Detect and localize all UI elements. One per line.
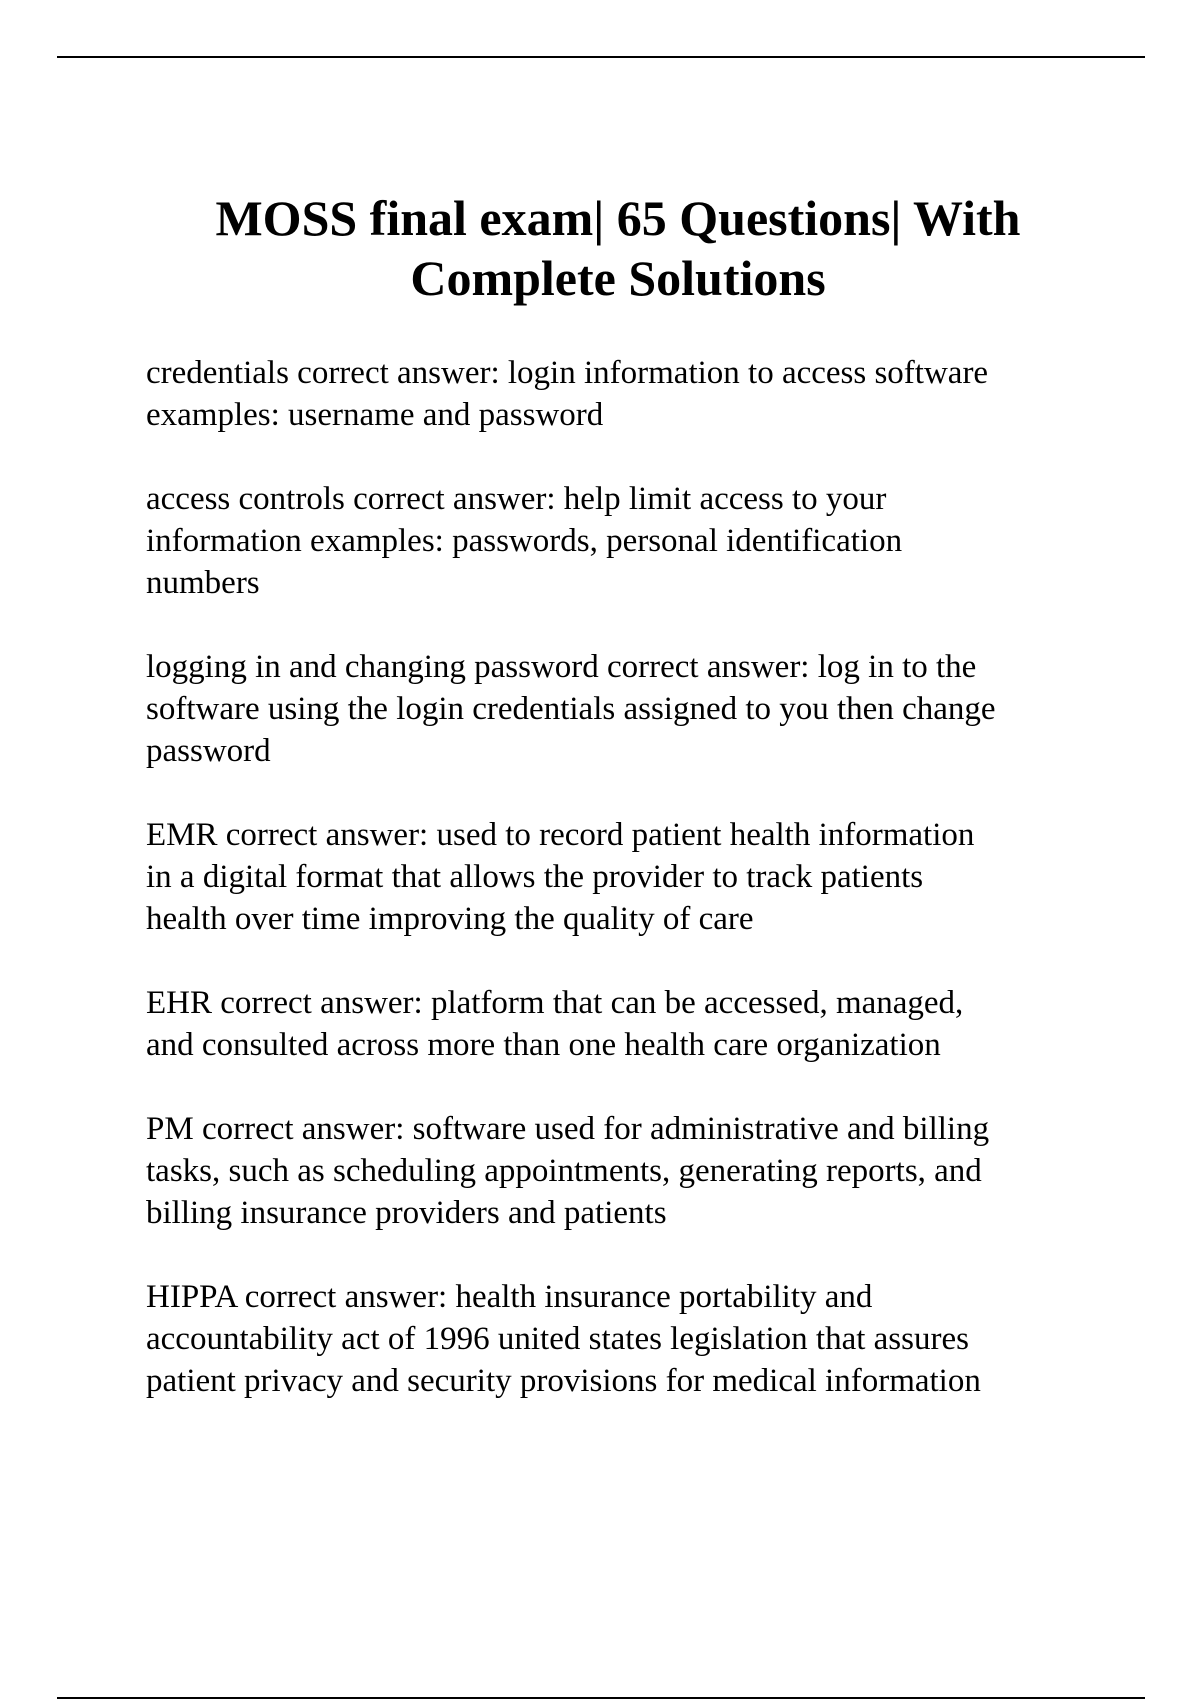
qa-line: logging in and changing password correct answer: log in to the: [146, 649, 977, 685]
qa-line: examples: username and password: [146, 397, 604, 433]
qa-item-hippa: [146, 1276, 1106, 1402]
qa-line: numbers: [146, 565, 260, 601]
qa-line: information examples: passwords, personal identification: [146, 523, 903, 559]
qa-line: HIPPA correct answer: health insurance portability and: [146, 1279, 873, 1315]
qa-line: health over time improving the quality of care: [146, 901, 754, 937]
bottom-divider: [57, 1697, 1145, 1699]
qa-line: EMR correct answer: used to record patient health information: [146, 817, 975, 853]
qa-line: billing insurance providers and patients: [146, 1195, 667, 1231]
qa-line: accountability act of 1996 united states legislation that assures: [146, 1321, 969, 1357]
title-line: Complete Solutions: [410, 250, 826, 306]
qa-item-pm: [146, 1108, 1106, 1234]
top-divider: [57, 56, 1145, 58]
qa-item-emr: [146, 814, 1106, 940]
qa-item-logging-in: [146, 646, 1106, 772]
qa-item-ehr: [146, 982, 1106, 1066]
qa-item-credentials: [146, 352, 1106, 436]
qa-line: and consulted across more than one health care organization: [146, 1027, 941, 1063]
qa-line: password: [146, 733, 271, 769]
qa-line: in a digital format that allows the provider to track patients: [146, 859, 924, 895]
qa-line: EHR correct answer: platform that can be accessed, managed,: [146, 985, 964, 1021]
qa-line: tasks, such as scheduling appointments, generating reports, and: [146, 1153, 982, 1189]
qa-line: patient privacy and security provisions for medical information: [146, 1363, 981, 1399]
qa-line: access controls correct answer: help limit access to your: [146, 481, 887, 517]
qa-line: software using the login credentials assigned to you then change: [146, 691, 996, 727]
qa-list: [146, 352, 1106, 1444]
page-title: [0, 188, 1200, 308]
qa-line: PM correct answer: software used for administrative and billing: [146, 1111, 990, 1147]
title-line: MOSS final exam| 65 Questions| With: [215, 190, 1021, 246]
qa-line: credentials correct answer: login information to access software: [146, 355, 989, 391]
qa-item-access-controls: [146, 478, 1106, 604]
